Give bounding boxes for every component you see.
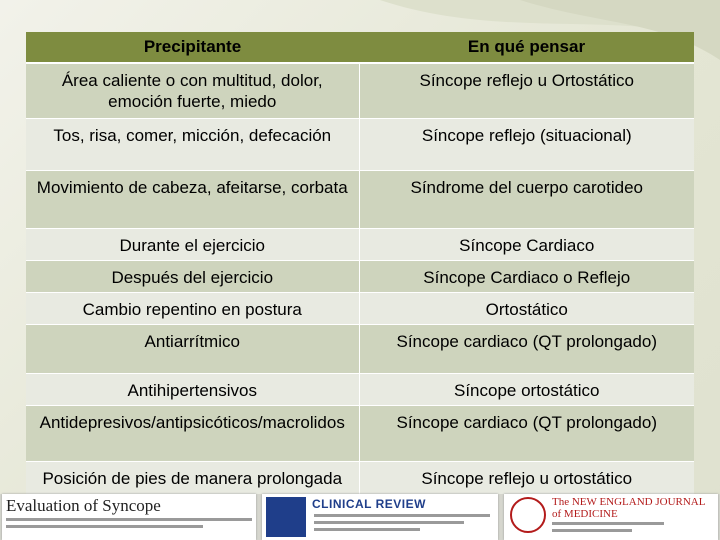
thumbnail-text-lines [314,514,490,535]
diagnosis-cell: Síncope Cardiaco o Reflejo [359,260,694,292]
table-row [26,170,694,228]
diagnosis-cell: Síncope cardiaco (QT prolongado) [359,405,694,461]
precipitant-cell: Antiarrítmico [26,324,359,373]
table-row [26,118,694,170]
reference-thumbnail-nejm [504,494,718,540]
precipitant-cell: Tos, risa, comer, micción, defecación [26,118,359,170]
reference-thumbnail-evaluation-of-syncope [2,494,256,540]
table-row [26,63,694,118]
precipitant-cell: Posición de pies de manera prolongada [26,461,359,501]
thumbnail-journal-name: The NEW ENGLAND JOURNAL of MEDICINE [552,496,706,520]
table-row [26,292,694,324]
table-row [26,405,694,461]
table-header-row [26,32,694,63]
diagnosis-cell: Síncope ortostático [359,373,694,405]
journal-logo-icon [266,497,306,537]
diagnosis-cell: Ortostático [359,292,694,324]
precipitant-cell: Después del ejercicio [26,260,359,292]
reference-thumbnail-clinical-review [262,494,498,540]
precipitant-cell: Movimiento de cabeza, afeitarse, corbata [26,170,359,228]
header-en-que-pensar: En qué pensar [359,32,694,63]
precipitant-cell: Antihipertensivos [26,373,359,405]
precipitant-cell: Área caliente o con multitud, dolor, emoción fuerte, miedo [26,63,359,118]
table-row [26,373,694,405]
diagnosis-cell: Síndrome del cuerpo carotideo [359,170,694,228]
precipitant-cell: Cambio repentino en postura [26,292,359,324]
diagnosis-cell: Síncope reflejo u ortostático [359,461,694,501]
precipitant-cell: Durante el ejercicio [26,228,359,260]
diagnosis-cell: Síncope reflejo u Ortostático [359,63,694,118]
table-row [26,228,694,260]
header-precipitante: Precipitante [26,32,359,63]
thumbnail-title: Evaluation of Syncope [6,496,161,515]
diagnosis-cell: Síncope cardiaco (QT prolongado) [359,324,694,373]
precipitants-table [26,32,694,501]
table-row [26,260,694,292]
table-row [26,324,694,373]
thumbnail-text-lines [552,522,712,536]
thumbnail-text-lines [6,518,252,532]
diagnosis-cell: Síncope Cardiaco [359,228,694,260]
diagnosis-cell: Síncope reflejo (situacional) [359,118,694,170]
precipitant-cell: Antidepresivos/antipsicóticos/macrolidos [26,405,359,461]
journal-seal-icon [510,497,546,533]
thumbnail-brand: CLINICAL REVIEW [312,497,426,511]
